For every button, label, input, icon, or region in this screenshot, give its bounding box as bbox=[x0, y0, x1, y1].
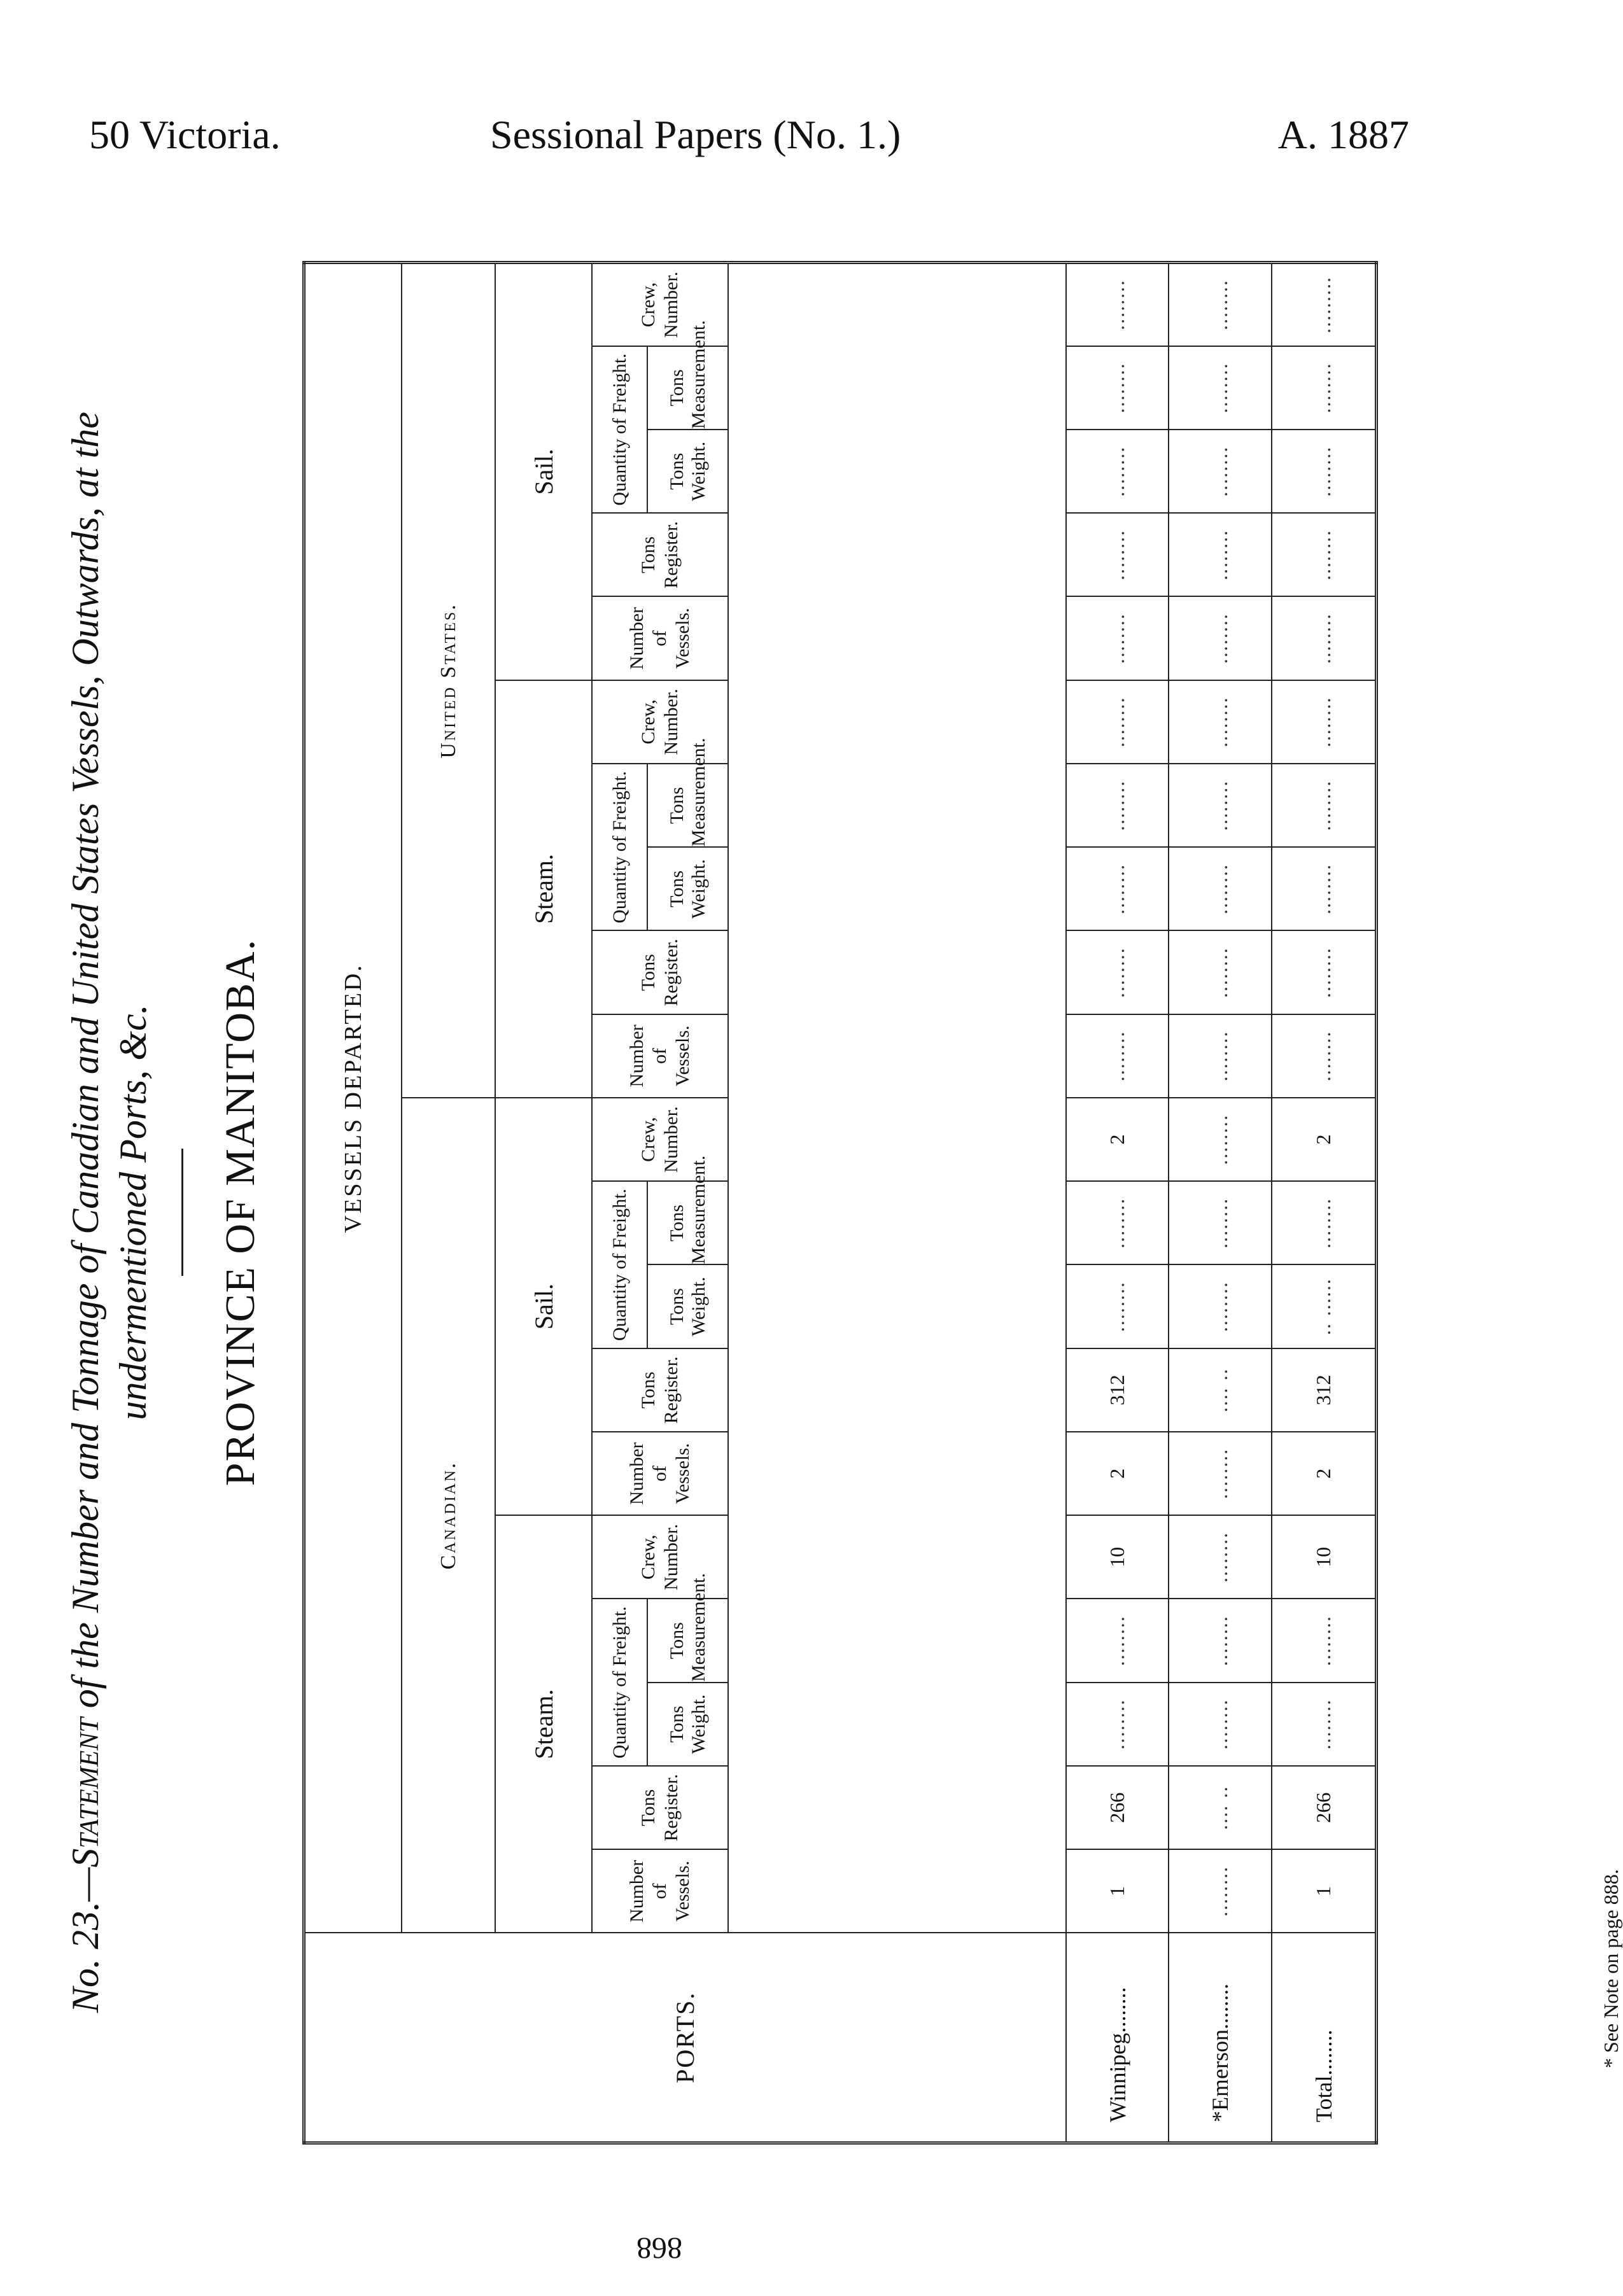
col-tons-weight: Tons Weight. bbox=[647, 1265, 728, 1348]
header-session: 50 Victoria. bbox=[89, 112, 281, 157]
col-quantity-freight: Quantity of Freight. bbox=[592, 764, 647, 931]
table-cell: ........ bbox=[1169, 1098, 1272, 1181]
province-heading: PROVINCE OF MANITOBA. bbox=[217, 938, 263, 1487]
title-line-2: undermentioned Ports, &c. bbox=[112, 1004, 154, 1420]
col-quantity-freight: Quantity of Freight. bbox=[592, 346, 647, 514]
table-cell: .... .. bbox=[1169, 1348, 1272, 1432]
col-tons-measurement: Tons Measurement. bbox=[647, 1599, 728, 1683]
col-tons-measurement: Tons Measurement. bbox=[647, 346, 728, 430]
table-cell: ........ bbox=[1169, 1014, 1272, 1098]
table-cell: ........ bbox=[1272, 1683, 1376, 1766]
table-cell: ........ bbox=[1169, 764, 1272, 847]
table-cell: 1 bbox=[1272, 1849, 1376, 1933]
col-tons-register: Tons Register. bbox=[592, 1766, 728, 1849]
table-cell: ........ bbox=[1066, 680, 1169, 764]
header-year: A. 1887 bbox=[1277, 112, 1409, 157]
table-cell: ........ bbox=[1066, 263, 1169, 346]
header-sessional-papers: Sessional Papers (No. 1.) bbox=[490, 112, 901, 157]
table-cell: 2 bbox=[1272, 1098, 1376, 1181]
table-body bbox=[1066, 263, 1377, 2143]
table-cell: ........ bbox=[1066, 847, 1169, 930]
col-tons-register: Tons Register. bbox=[592, 1348, 728, 1432]
title-rest: of the Number and Tonnage of Canadian and United States Vessels, Outwards, at the bbox=[64, 412, 106, 1718]
port-name: Total........ bbox=[1272, 1933, 1376, 2143]
table-cell: ........ bbox=[1066, 1683, 1169, 1766]
table-cell: ........ bbox=[1066, 764, 1169, 847]
col-tons-weight: Tons Weight. bbox=[647, 430, 728, 513]
table-cell: 2 bbox=[1066, 1098, 1169, 1181]
table-cell: ........ bbox=[1272, 513, 1376, 596]
port-name: Winnipeg........ bbox=[1066, 1933, 1169, 2143]
table-cell: ........ bbox=[1066, 430, 1169, 513]
united-states-header: United States. bbox=[402, 263, 495, 1098]
table-cell: .... .. bbox=[1169, 1766, 1272, 1849]
footnote: * See Note on page 888. bbox=[1599, 1869, 1622, 2068]
table-cell: 266 bbox=[1066, 1766, 1169, 1849]
ports-header: PORTS. bbox=[304, 1933, 1066, 2143]
table-cell: 312 bbox=[1066, 1348, 1169, 1432]
table-cell: ........ bbox=[1169, 263, 1272, 346]
table-cell: ........ bbox=[1169, 1515, 1272, 1599]
table-cell: ........ bbox=[1169, 1265, 1272, 1348]
col-number-vessels: Number of Vessels. bbox=[592, 1432, 728, 1515]
table-cell: ........ bbox=[1272, 1599, 1376, 1683]
table-cell: ........ bbox=[1066, 1599, 1169, 1683]
table-cell: 266 bbox=[1272, 1766, 1376, 1849]
table-cell: ........ bbox=[1272, 597, 1376, 680]
table-cell: ........ bbox=[1169, 680, 1272, 764]
col-crew-number: Crew, Number. bbox=[592, 1098, 728, 1181]
vessels-departed-header: VESSELS DEPARTED. bbox=[304, 263, 402, 1933]
table-cell: 1 bbox=[1066, 1849, 1169, 1933]
title-number: No. 23.— bbox=[64, 1867, 106, 2013]
title-line-1 bbox=[64, 210, 108, 2215]
table-cell: ........ bbox=[1169, 1432, 1272, 1515]
canadian-steam-header: Steam. bbox=[495, 1515, 592, 1933]
page-number: 868 bbox=[636, 2231, 682, 2265]
col-tons-weight: Tons Weight. bbox=[647, 847, 728, 930]
table-cell: ........ bbox=[1169, 1849, 1272, 1933]
col-tons-register: Tons Register. bbox=[592, 513, 728, 596]
port-name: *Emerson........ bbox=[1169, 1933, 1272, 2143]
table-cell: ........ bbox=[1169, 931, 1272, 1014]
title-block bbox=[51, 210, 337, 2215]
table-cell: ........ bbox=[1169, 597, 1272, 680]
table-cell: ........ bbox=[1272, 346, 1376, 430]
table-cell: 312 bbox=[1272, 1348, 1376, 1432]
table-cell: 2 bbox=[1272, 1432, 1376, 1515]
table-cell: ........ bbox=[1169, 513, 1272, 596]
table-cell: ........ bbox=[1272, 847, 1376, 930]
table-cell: ........ bbox=[1066, 597, 1169, 680]
table-cell: ........ bbox=[1272, 680, 1376, 764]
table-cell: ........ bbox=[1066, 1181, 1169, 1264]
table-cell: 10 bbox=[1066, 1515, 1169, 1599]
table-cell: ........ bbox=[1272, 1181, 1376, 1264]
col-tons-register: Tons Register. bbox=[592, 931, 728, 1014]
table-cell: ........ bbox=[1066, 1014, 1169, 1098]
col-crew-number: Crew, Number. bbox=[592, 263, 728, 346]
rotated-page-body bbox=[51, 210, 1622, 2215]
us-sail-header: Sail. bbox=[495, 263, 592, 680]
table-cell: ........ bbox=[1066, 346, 1169, 430]
col-tons-measurement: Tons Measurement. bbox=[647, 764, 728, 847]
table-cell: ........ bbox=[1272, 430, 1376, 513]
canadian-sail-header: Sail. bbox=[495, 1098, 592, 1515]
table-cell: ......... bbox=[1272, 263, 1376, 346]
col-tons-measurement: Tons Measurement. bbox=[647, 1181, 728, 1264]
table-cell: ........ bbox=[1066, 931, 1169, 1014]
col-tons-weight: Tons Weight. bbox=[647, 1683, 728, 1766]
table-cell: ........ bbox=[1272, 1014, 1376, 1098]
us-steam-header: Steam. bbox=[495, 680, 592, 1098]
table-row bbox=[1272, 263, 1376, 2143]
col-quantity-freight: Quantity of Freight. bbox=[592, 1599, 647, 1767]
title-statement: Statement bbox=[64, 1718, 106, 1868]
statement-table bbox=[302, 261, 1622, 2145]
table-cell: ........ bbox=[1066, 1265, 1169, 1348]
title-divider bbox=[181, 1149, 183, 1276]
table-cell: ........ bbox=[1169, 1181, 1272, 1264]
table-cell: ........ bbox=[1169, 1599, 1272, 1683]
table-cell: ........ bbox=[1066, 513, 1169, 596]
table-cell: ........ bbox=[1169, 430, 1272, 513]
table-cell: ........ bbox=[1272, 764, 1376, 847]
col-number-vessels: Number of Vessels. bbox=[592, 597, 728, 680]
table-cell: ........ bbox=[1169, 847, 1272, 930]
table bbox=[302, 261, 1378, 2145]
col-number-vessels: Number of Vessels. bbox=[592, 1014, 728, 1098]
table-row bbox=[1169, 263, 1272, 2143]
table-cell: ........ bbox=[1169, 346, 1272, 430]
table-cell: ........ bbox=[1169, 1683, 1272, 1766]
table-cell: .. ...... bbox=[1272, 1265, 1376, 1348]
table-cell: 2 bbox=[1066, 1432, 1169, 1515]
col-number-vessels: Number of Vessels. bbox=[592, 1849, 728, 1933]
col-crew-number: Crew, Number. bbox=[592, 1515, 728, 1599]
table-cell: ........ bbox=[1272, 931, 1376, 1014]
canadian-header: Canadian. bbox=[402, 1098, 495, 1933]
col-crew-number: Crew, Number. bbox=[592, 680, 728, 764]
table-cell: 10 bbox=[1272, 1515, 1376, 1599]
table-row bbox=[1066, 263, 1169, 2143]
col-quantity-freight: Quantity of Freight. bbox=[592, 1181, 647, 1348]
